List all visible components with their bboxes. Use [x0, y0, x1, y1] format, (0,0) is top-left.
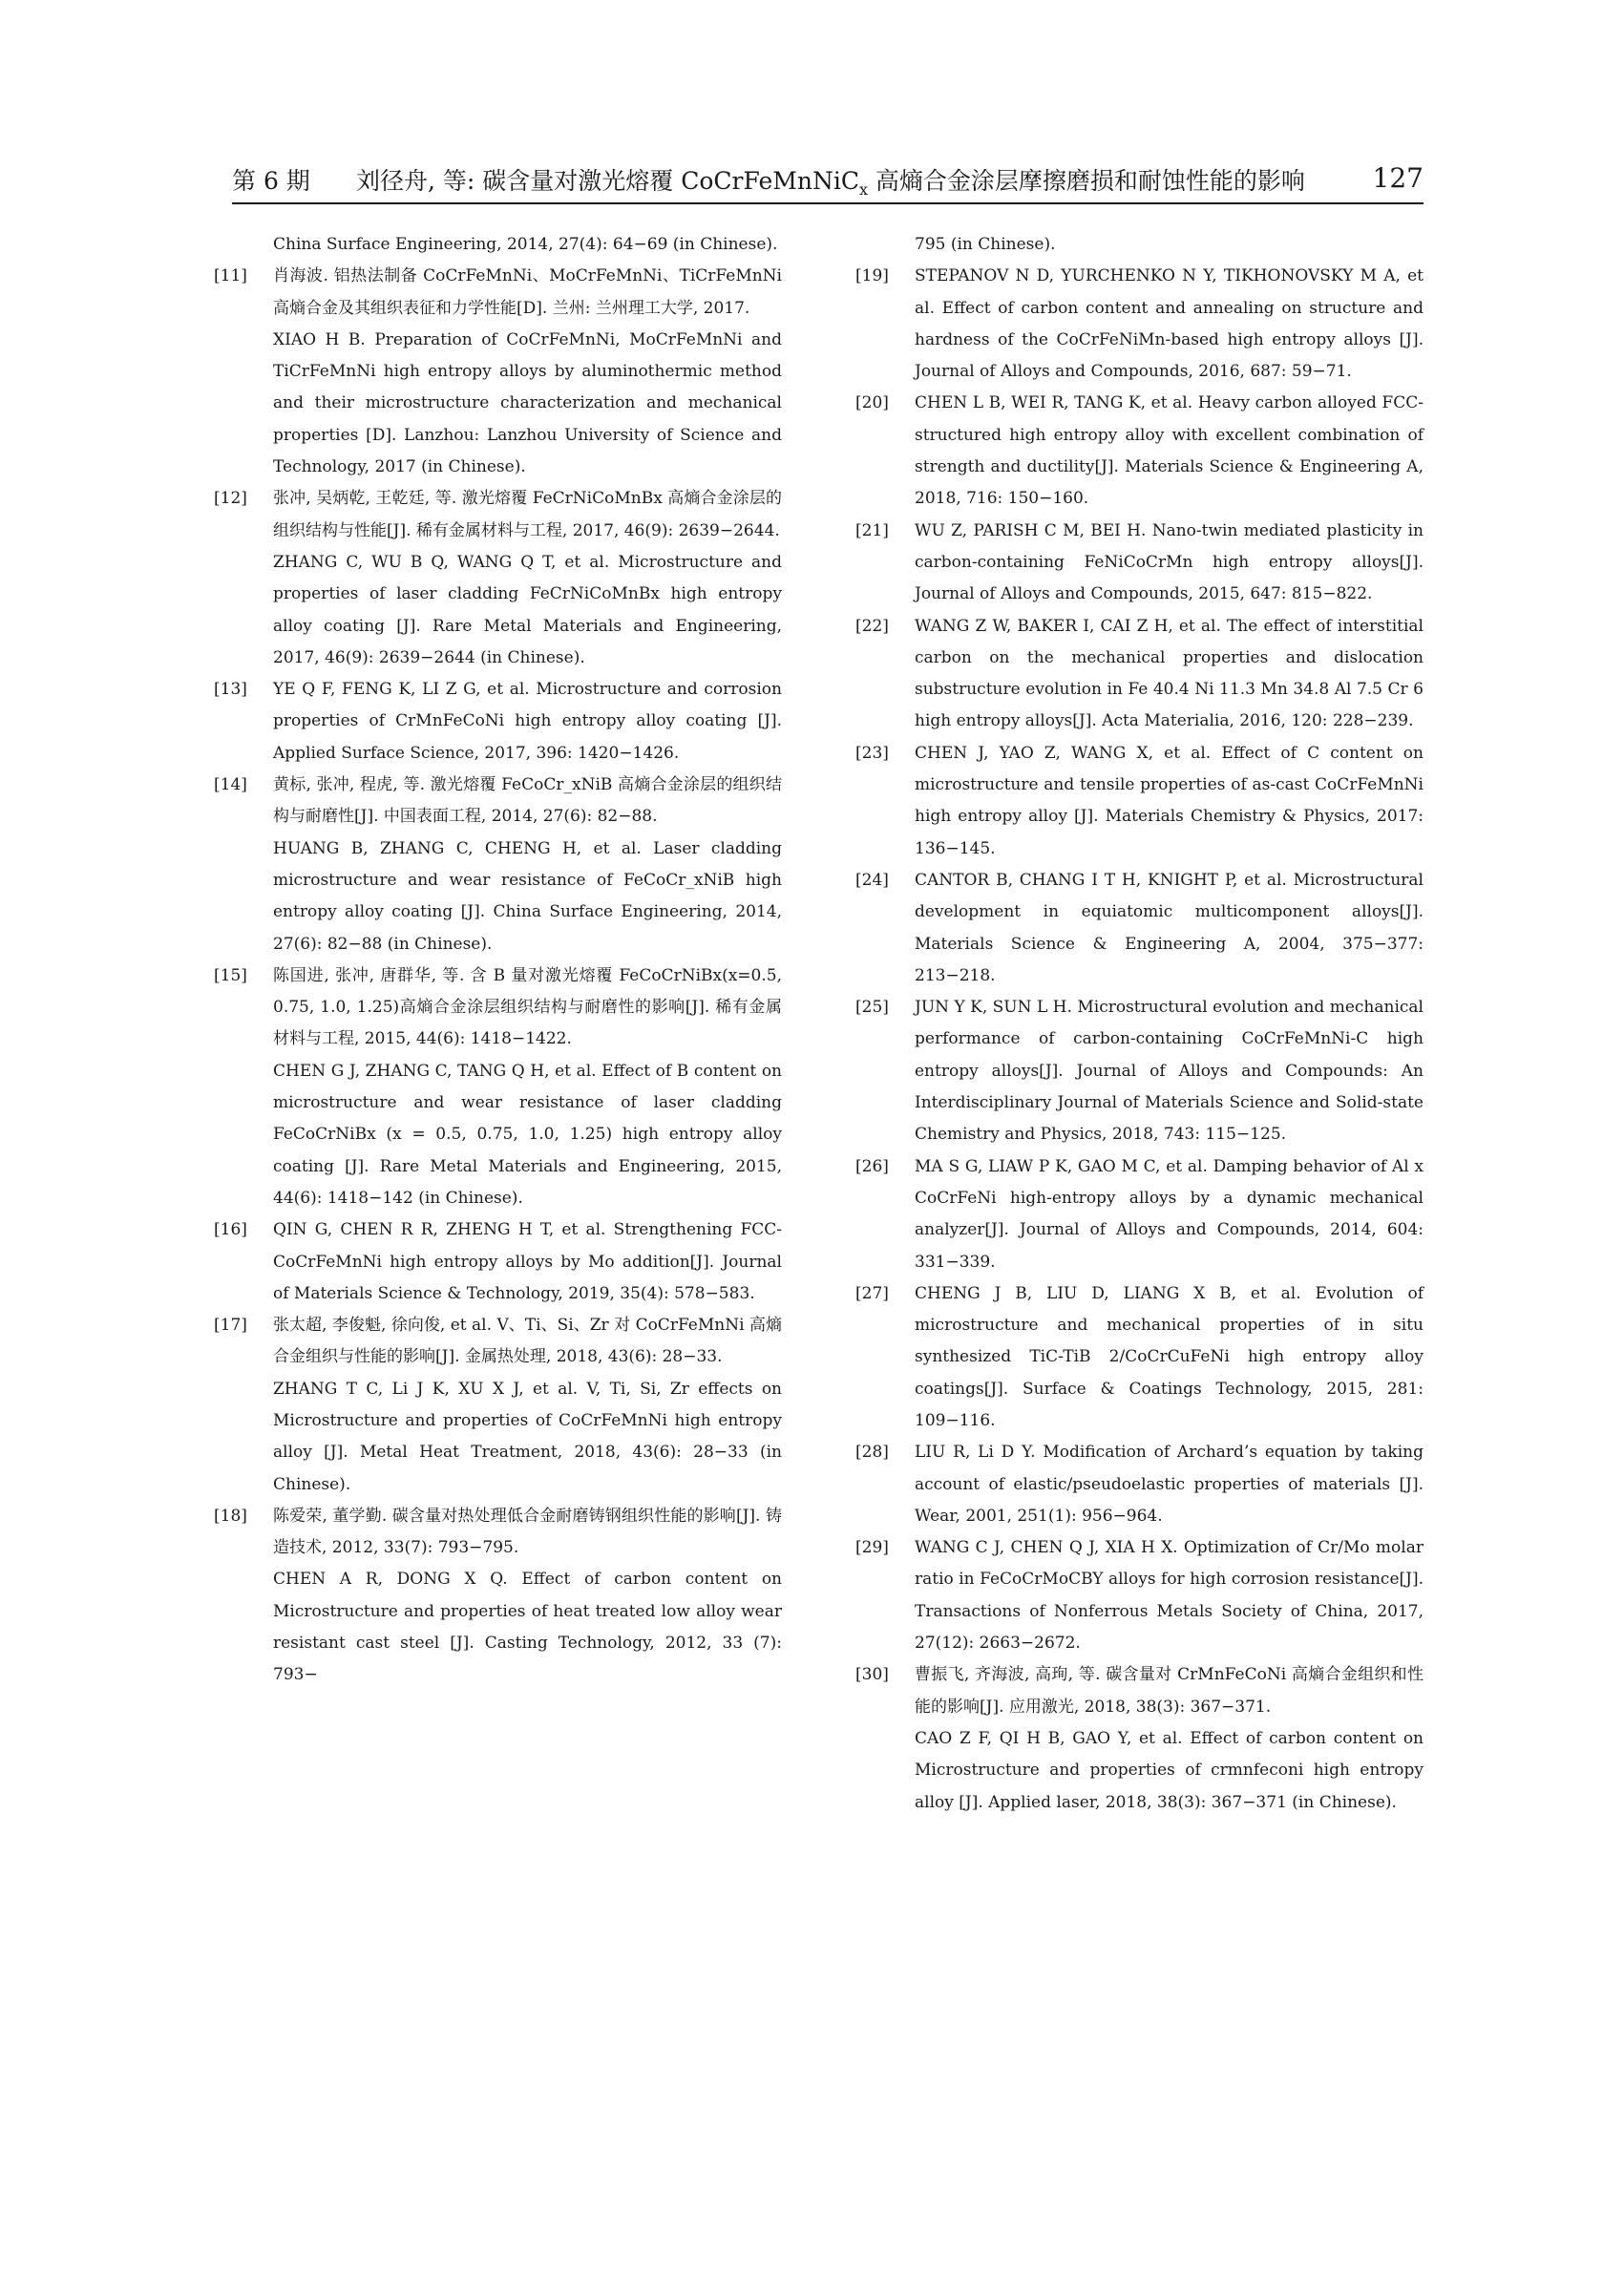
- reference-text-english: YE Q F, FENG K, LI Z G, et al. Microstructure and corrosion properties of CrMnFeCoNi high entropy alloy coating [J]. Applied Surface Science, 2017, 396: 1420−1426.: [273, 680, 782, 763]
- reference-item: [214, 1501, 782, 1692]
- running-title-main: 刘径舟, 等: 碳含量对激光熔覆 CoCrFeMnNiC: [356, 167, 859, 195]
- reference-number: [22]: [855, 616, 889, 636]
- reference-body: [273, 483, 782, 674]
- reference-number: [28]: [855, 1443, 889, 1463]
- reference-body: [915, 1659, 1424, 1818]
- reference-number: [25]: [855, 998, 889, 1018]
- reference-body: [273, 770, 782, 960]
- reference-body: [915, 516, 1424, 611]
- reference-item: [214, 261, 782, 483]
- reference-text-chinese: 陈国进, 张冲, 唐群华, 等. 含 B 量对激光熔覆 FeCoCrNiBx(x=0.5, 0.75, 1.0, 1.25)高熵合金涂层组织结构与耐磨性的影响[J]. 稀有金属材料与工程, 2015, 44(6): 1418−1422.: [273, 965, 782, 1049]
- reference-body: [915, 611, 1424, 738]
- reference-number: [18]: [214, 1506, 247, 1526]
- reference-item: [214, 960, 782, 1214]
- running-header: [232, 162, 1424, 200]
- reference-item: [855, 1532, 1424, 1659]
- reference-text-chinese: 黄标, 张冲, 程虎, 等. 激光熔覆 FeCoCr_xNiB 高熵合金涂层的组织结构与耐磨性[J]. 中国表面工程, 2014, 27(6): 82−88.: [273, 775, 782, 827]
- reference-number: [21]: [855, 520, 889, 540]
- reference-body: [273, 261, 782, 483]
- reference-item: [855, 992, 1424, 1150]
- reference-number: [27]: [855, 1283, 889, 1303]
- running-title-end: 高熵合金涂层摩擦磨损和耐蚀性能的影响: [867, 167, 1305, 195]
- reference-number: [15]: [214, 965, 247, 985]
- reference-body: [273, 960, 782, 1214]
- reference-body: [273, 1310, 782, 1501]
- reference-body: [273, 674, 782, 770]
- reference-number: [23]: [855, 743, 889, 763]
- reference-item: [855, 516, 1424, 611]
- reference-number: [12]: [214, 489, 247, 509]
- right-column: [855, 229, 1424, 1819]
- reference-body: [273, 1501, 782, 1692]
- reference-continuation: China Surface Engineering, 2014, 27(4): 64−69 (in Chinese).: [273, 235, 778, 254]
- reference-number: [13]: [214, 680, 247, 700]
- reference-item: [855, 1151, 1424, 1278]
- reference-text-english: MA S G, LIAW P K, GAO M C, et al. Damping behavior of Al x CoCrFeNi high-entropy alloys by a dynamic mechanical analyzer[J]. Journal of Alloys and Compounds, 2014, 604: 331−339.: [915, 1156, 1424, 1272]
- reference-item: [214, 674, 782, 770]
- reference-number: [30]: [855, 1665, 889, 1685]
- reference-text-english: CHENG J B, LIU D, LIANG X B, et al. Evolution of microstructure and mechanical properties of in situ synthesized TiC-TiB 2/CoCrCuFeNi high entropy alloy coatings[J]. Surface & Coatings Technology, 2015, 281: 109−116.: [915, 1283, 1424, 1430]
- reference-text-chinese: 陈爱荣, 董学勤. 碳含量对热处理低合金耐磨铸钢组织性能的影响[J]. 铸造技术, 2012, 33(7): 793−795.: [273, 1506, 782, 1558]
- reference-item: [214, 1214, 782, 1310]
- reference-body: [915, 1532, 1424, 1659]
- reference-item: [855, 738, 1424, 865]
- reference-text-chinese: 张冲, 吴炳乾, 王乾廷, 等. 激光熔覆 FeCrNiCoMnBx 高熵合金涂层的组织结构与性能[J]. 稀有金属材料与工程, 2017, 46(9): 2639−2644.: [273, 489, 782, 540]
- reference-item: [855, 388, 1424, 515]
- reference-item: [214, 770, 782, 960]
- reference-text-english: LIU R, Li D Y. Modification of Archard’s equation by taking account of elastic/pseudoelastic properties of materials [J]. Wear, 2001, 251(1): 956−964.: [915, 1443, 1424, 1526]
- reference-body: [273, 1214, 782, 1310]
- page-number: 127: [1372, 162, 1424, 194]
- reference-continuation: 795 (in Chinese).: [915, 235, 1056, 254]
- reference-text-english: CHEN J, YAO Z, WANG X, et al. Effect of C content on microstructure and tensile properties of as-cast CoCrFeMnNi high entropy alloy [J]. Materials Chemistry & Physics, 2017: 136−145.: [915, 743, 1424, 858]
- reference-text-chinese: 肖海波. 铝热法制备 CoCrFeMnNi、MoCrFeMnNi、TiCrFeMnNi 高熵合金及其组织表征和力学性能[D]. 兰州: 兰州理工大学, 2017.: [273, 266, 782, 318]
- reference-item: [855, 1659, 1424, 1818]
- reference-text-english: ZHANG C, WU B Q, WANG Q T, et al. Microstructure and properties of laser cladding FeCrNiCoMnBx high entropy alloy coating [J]. Rare Metal Materials and Engineering, 2017, 46(9): 2639−2644 (in Chinese).: [273, 552, 782, 667]
- reference-number: [29]: [855, 1538, 889, 1558]
- reference-item: [214, 1310, 782, 1501]
- reference-number: [24]: [855, 870, 889, 890]
- reference-text-english: CANTOR B, CHANG I T H, KNIGHT P, et al. Microstructural development in equiatomic multicomponent alloys[J]. Materials Science & Engineering A, 2004, 375−377: 213−218.: [915, 870, 1424, 985]
- reference-text-english: ZHANG T C, Li J K, XU X J, et al. V, Ti, Si, Zr effects on Microstructure and properties of CoCrFeMnNi high entropy alloy [J]. Metal Heat Treatment, 2018, 43(6): 28−33 (in Chinese).: [273, 1379, 782, 1494]
- left-column: [214, 229, 782, 1692]
- reference-item: [855, 611, 1424, 738]
- reference-text-english: JUN Y K, SUN L H. Microstructural evolution and mechanical performance of carbon-containing CoCrFeMnNi-C high entropy alloys[J]. Journal of Alloys and Compounds: An Interdisciplinary Journal of Materials Science and Solid-state Chemistry and Physics, 2018, 743: 115−125.: [915, 998, 1424, 1145]
- reference-body: [915, 738, 1424, 865]
- reference-body: [915, 992, 1424, 1150]
- reference-text-chinese: 曹振飞, 齐海波, 高珣, 等. 碳含量对 CrMnFeCoNi 高熵合金组织和性能的影响[J]. 应用激光, 2018, 38(3): 367−371.: [915, 1665, 1424, 1717]
- reference-text-english: WANG Z W, BAKER I, CAI Z H, et al. The effect of interstitial carbon on the mechanical properties and dislocation substructure evolution in Fe 40.4 Ni 11.3 Mn 34.8 Al 7.5 Cr 6 high entropy alloys[J]. Acta Materialia, 2016, 120: 228−239.: [915, 616, 1424, 731]
- reference-body: [915, 388, 1424, 515]
- reference-number: [16]: [214, 1220, 247, 1240]
- reference-text-english: WU Z, PARISH C M, BEI H. Nano-twin mediated plasticity in carbon-containing FeNiCoCrMn high entropy alloys[J]. Journal of Alloys and Compounds, 2015, 647: 815−822.: [915, 520, 1424, 604]
- reference-number: [17]: [214, 1316, 247, 1336]
- reference-body: [915, 865, 1424, 992]
- reference-text-english: STEPANOV N D, YURCHENKO N Y, TIKHONOVSKY M A, et al. Effect of carbon content and annealing on structure and hardness of the CoCrFeNiMn-based high entropy alloys [J]. Journal of Alloys and Compounds, 2016, 687: 59−71.: [915, 266, 1424, 382]
- header-rule: [232, 202, 1424, 204]
- reference-body: [915, 261, 1424, 388]
- reference-number: [11]: [214, 266, 247, 286]
- reference-list-left: [214, 261, 782, 1691]
- reference-text-english: WANG C J, CHEN Q J, XIA H X. Optimization of Cr/Mo molar ratio in FeCoCrMoCBY alloys for high corrosion resistance[J]. Transactions of Nonferrous Metals Society of China, 2017, 27(12): 2663−2672.: [915, 1538, 1424, 1654]
- reference-body: [915, 1151, 1424, 1278]
- reference-item: [855, 1437, 1424, 1532]
- reference-body: [915, 1278, 1424, 1437]
- reference-text-english: QIN G, CHEN R R, ZHENG H T, et al. Strengthening FCC-CoCrFeMnNi high entropy alloys by Mo addition[J]. Journal of Materials Science & Technology, 2019, 35(4): 578−583.: [273, 1220, 782, 1303]
- reference-item: [214, 483, 782, 674]
- reference-list-right: [855, 261, 1424, 1819]
- running-title-subscript: x: [858, 180, 868, 199]
- reference-text-english: CAO Z F, QI H B, GAO Y, et al. Effect of carbon content on Microstructure and properties of crmnfeconi high entropy alloy [J]. Applied laser, 2018, 38(3): 367−371 (in Chinese).: [915, 1728, 1424, 1812]
- reference-number: [26]: [855, 1156, 889, 1176]
- running-title: [356, 162, 1305, 199]
- reference-item: [855, 865, 1424, 992]
- reference-body: [915, 1437, 1424, 1532]
- reference-text-english: XIAO H B. Preparation of CoCrFeMnNi, MoCrFeMnNi and TiCrFeMnNi high entropy alloys by aluminothermic method and their microstructure characterization and mechanical properties [D]. Lanzhou: Lanzhou University of Science and Technology, 2017 (in Chinese).: [273, 329, 782, 477]
- reference-number: [20]: [855, 393, 889, 413]
- reference-number: [14]: [214, 775, 247, 795]
- reference-number: [19]: [855, 266, 889, 286]
- reference-text-english: CHEN L B, WEI R, TANG K, et al. Heavy carbon alloyed FCC-structured high entropy alloy with excellent combination of strength and ductility[J]. Materials Science & Engineering A, 2018, 716: 150−160.: [915, 393, 1424, 509]
- reference-text-chinese: 张太超, 李俊魁, 徐向俊, et al. V、Ti、Si、Zr 对 CoCrFeMnNi 高熵合金组织与性能的影响[J]. 金属热处理, 2018, 43(6): 28−33.: [273, 1316, 782, 1367]
- reference-text-english: CHEN A R, DONG X Q. Effect of carbon content on Microstructure and properties of heat treated low alloy wear resistant cast steel [J]. Casting Technology, 2012, 33 (7): 793−: [273, 1570, 782, 1685]
- reference-text-english: CHEN G J, ZHANG C, TANG Q H, et al. Effect of B content on microstructure and wear resistance of laser cladding FeCoCrNiBx (x = 0.5, 0.75, 1.0, 1.25) high entropy alloy coating [J]. Rare Metal Materials and Engineering, 2015, 44(6): 1418−142 (in Chinese).: [273, 1061, 782, 1208]
- reference-item: [855, 1278, 1424, 1437]
- issue-label: 第 6 期: [232, 167, 310, 195]
- reference-item: [855, 261, 1424, 388]
- reference-text-english: HUANG B, ZHANG C, CHENG H, et al. Laser cladding microstructure and wear resistance of FeCoCr_xNiB high entropy alloy coating [J]. China Surface Engineering, 2014, 27(6): 82−88 (in Chinese).: [273, 838, 782, 954]
